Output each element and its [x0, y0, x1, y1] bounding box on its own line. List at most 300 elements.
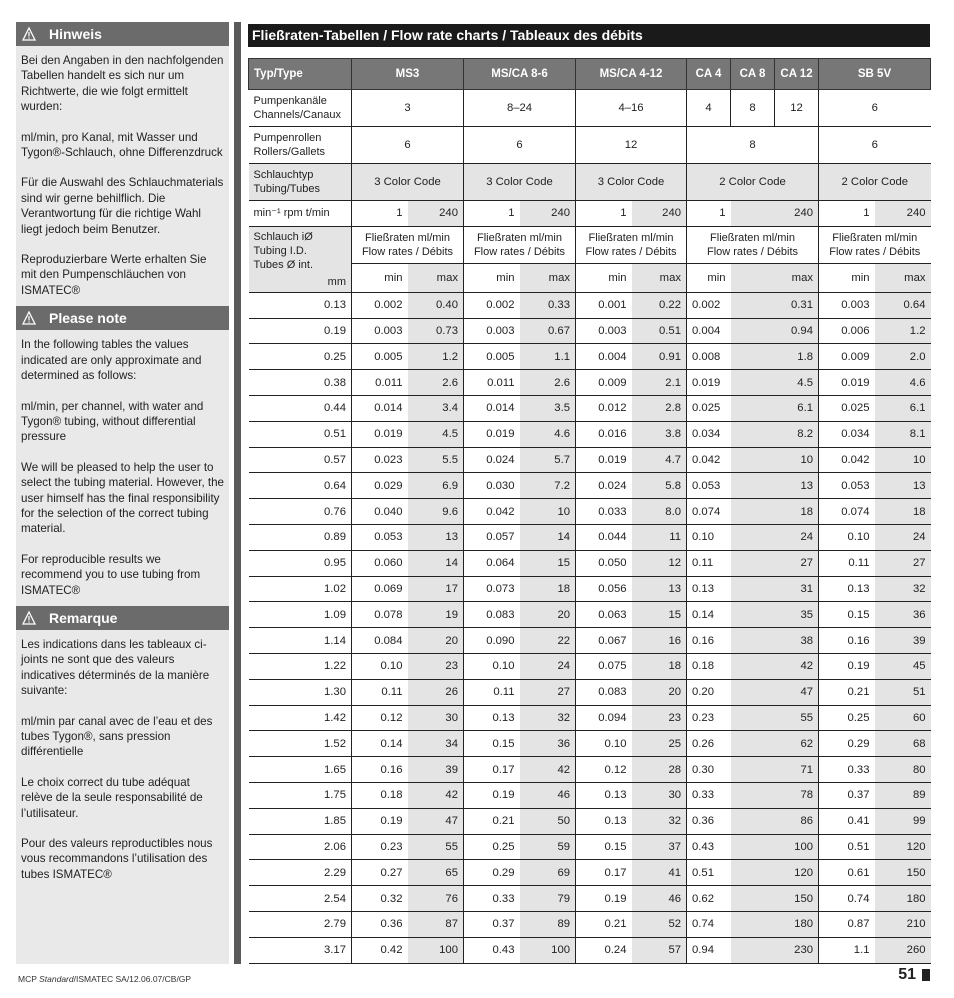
note-paragraph: Für die Auswahl des Schlauchmaterials sind wir gerne behilflich. Die Verantwortung für die richtige Wahl liegt jedoch beim Benutzer. — [21, 176, 224, 236]
flow-min-cell: 0.056 — [576, 576, 632, 602]
model-ca12: CA 12 — [775, 59, 819, 90]
flow-max-cell: 0.91 — [632, 344, 687, 370]
flow-data-row — [249, 705, 931, 731]
flow-min-cell: 0.042 — [819, 447, 875, 473]
unit-row — [249, 263, 931, 292]
flow-max-cell: 13 — [632, 576, 687, 602]
flow-max-cell: 30 — [408, 705, 464, 731]
tubing-id-cell: 1.52 — [249, 731, 352, 757]
tubing-id-cell: 2.29 — [249, 860, 352, 886]
flow-min-cell: 0.011 — [464, 370, 520, 396]
flow-data-row — [249, 447, 931, 473]
flow-min-cell: 0.29 — [819, 731, 875, 757]
tubing-id-cell: 1.85 — [249, 808, 352, 834]
flow-min-cell: 0.003 — [576, 318, 632, 344]
flow-min-cell: 0.002 — [687, 292, 731, 318]
tubing-id-cell: 3.17 — [249, 937, 352, 963]
flow-data-row — [249, 292, 931, 318]
note-body — [16, 46, 229, 298]
unit-max: max — [632, 263, 687, 292]
flow-data-row — [249, 834, 931, 860]
flow-min-cell: 0.024 — [464, 447, 520, 473]
flow-max-cell: 41 — [632, 860, 687, 886]
flow-max-cell: 28 — [632, 757, 687, 783]
flow-max-cell: 0.64 — [875, 292, 931, 318]
flow-max-cell: 14 — [520, 524, 576, 550]
tubing-type-value: 3 Color Code — [352, 164, 464, 201]
flow-max-cell: 36 — [875, 602, 931, 628]
tubing-id-cell: 0.89 — [249, 524, 352, 550]
flow-min-cell: 0.019 — [576, 447, 632, 473]
flow-min-cell: 0.43 — [464, 937, 520, 963]
flow-max-cell: 5.7 — [520, 447, 576, 473]
flow-min-cell: 0.37 — [819, 782, 875, 808]
flow-min-cell: 0.11 — [464, 679, 520, 705]
tubing-type-row — [249, 164, 931, 201]
flow-data-row — [249, 757, 931, 783]
flow-max-cell: 6.1 — [875, 395, 931, 421]
tubing-id-cell: 1.14 — [249, 628, 352, 654]
flow-min-cell: 0.27 — [352, 860, 408, 886]
flow-min-cell: 0.003 — [464, 318, 520, 344]
flow-min-cell: 0.083 — [576, 679, 632, 705]
flow-min-cell: 0.24 — [576, 937, 632, 963]
flow-min-cell: 0.43 — [687, 834, 731, 860]
flow-min-cell: 0.32 — [352, 886, 408, 912]
flow-max-cell: 0.33 — [520, 292, 576, 318]
note-title: Remarque — [49, 609, 118, 626]
flow-min-cell: 0.12 — [576, 757, 632, 783]
flow-max-cell: 13 — [731, 473, 819, 499]
page-title: Fließraten-Tabellen / Flow rate charts / Tableaux des débits — [248, 24, 930, 47]
flow-max-cell: 36 — [520, 731, 576, 757]
flow-min-cell: 0.005 — [464, 344, 520, 370]
flow-data-row — [249, 731, 931, 757]
flow-min-cell: 0.029 — [352, 473, 408, 499]
model-ca4: CA 4 — [687, 59, 731, 90]
flow-data-row — [249, 653, 931, 679]
flow-min-cell: 0.87 — [819, 911, 875, 937]
flow-max-cell: 8.0 — [632, 499, 687, 525]
flow-max-cell: 2.6 — [520, 370, 576, 396]
flow-min-cell: 0.21 — [464, 808, 520, 834]
page-number-text: 51 — [898, 966, 916, 983]
unit-max: max — [408, 263, 464, 292]
note-title: Hinweis — [49, 26, 102, 42]
rollers-value: 6 — [464, 127, 576, 164]
speed-min: 1 — [464, 201, 520, 227]
flow-max-cell: 71 — [731, 757, 819, 783]
flow-min-cell: 0.002 — [352, 292, 408, 318]
unit-max: max — [520, 263, 576, 292]
flow-min-cell: 0.13 — [576, 808, 632, 834]
note-header — [16, 22, 229, 46]
flow-max-cell: 0.73 — [408, 318, 464, 344]
flow-max-cell: 89 — [520, 911, 576, 937]
flow-max-cell: 6.1 — [731, 395, 819, 421]
unit-max: max — [875, 263, 931, 292]
flow-min-cell: 0.044 — [576, 524, 632, 550]
flow-max-cell: 87 — [408, 911, 464, 937]
flow-max-cell: 14 — [408, 550, 464, 576]
note-section-remarque — [16, 606, 229, 882]
page-marker — [922, 969, 930, 981]
flow-data-row — [249, 421, 931, 447]
speed-row — [249, 201, 931, 227]
model-sb5v: SB 5V — [819, 59, 931, 90]
flow-min-cell: 0.51 — [687, 860, 731, 886]
flow-max-cell: 120 — [875, 834, 931, 860]
note-paragraph: Reproduzierbare Werte erhalten Sie mit den Pumpenschläuchen von ISMATEC® — [21, 253, 207, 297]
model-ca8: CA 8 — [731, 59, 775, 90]
tubing-id-cell: 1.42 — [249, 705, 352, 731]
tubing-id-cell: 0.76 — [249, 499, 352, 525]
tubing-id-cell: 0.19 — [249, 318, 352, 344]
flow-max-cell: 51 — [875, 679, 931, 705]
flow-min-cell: 0.13 — [819, 576, 875, 602]
page-number — [898, 966, 930, 984]
flow-min-cell: 0.033 — [576, 499, 632, 525]
unit-min: min — [576, 263, 632, 292]
flow-data-row — [249, 886, 931, 912]
unit-mm: mm — [327, 275, 346, 288]
channels-value: 3 — [352, 90, 464, 127]
flow-min-cell: 0.094 — [576, 705, 632, 731]
note-paragraph: In the following tables the values indicated are only approximate and determined as follows: — [21, 338, 202, 383]
flow-max-cell: 13 — [408, 524, 464, 550]
warning-icon — [22, 311, 36, 325]
flow-min-cell: 0.001 — [576, 292, 632, 318]
flow-min-cell: 0.016 — [576, 421, 632, 447]
flow-min-cell: 0.053 — [819, 473, 875, 499]
flow-min-cell: 0.13 — [464, 705, 520, 731]
flow-max-cell: 10 — [731, 447, 819, 473]
flow-min-cell: 0.057 — [464, 524, 520, 550]
flow-max-cell: 150 — [875, 860, 931, 886]
flow-min-cell: 0.94 — [687, 937, 731, 963]
note-paragraph: ml/min, pro Kanal, mit Wasser und Tygon®-Schlauch, ohne Differenzdruck — [21, 130, 223, 160]
flow-max-cell: 18 — [731, 499, 819, 525]
speed-min: 1 — [352, 201, 408, 227]
channels-value: 8 — [731, 90, 775, 127]
flow-max-cell: 68 — [875, 731, 931, 757]
note-section-hinweis — [16, 22, 229, 298]
flow-min-cell: 0.008 — [687, 344, 731, 370]
flow-min-cell: 0.025 — [819, 395, 875, 421]
flow-max-cell: 38 — [731, 628, 819, 654]
flow-min-cell: 0.13 — [687, 576, 731, 602]
flow-max-cell: 18 — [875, 499, 931, 525]
rollers-value: 6 — [819, 127, 931, 164]
flow-max-cell: 47 — [408, 808, 464, 834]
flow-max-cell: 22 — [520, 628, 576, 654]
rollers-value: 12 — [576, 127, 687, 164]
flow-max-cell: 4.5 — [408, 421, 464, 447]
flow-max-cell: 0.22 — [632, 292, 687, 318]
flow-max-cell: 45 — [875, 653, 931, 679]
tubing-id-text: Schlauch iØ Tubing I.D. Tubes Ø int. — [253, 230, 314, 271]
tubing-type-value: 2 Color Code — [687, 164, 819, 201]
flow-max-cell: 89 — [875, 782, 931, 808]
flow-min-cell: 0.011 — [352, 370, 408, 396]
note-body — [16, 330, 229, 598]
flow-min-cell: 0.29 — [464, 860, 520, 886]
flow-min-cell: 0.074 — [819, 499, 875, 525]
flow-data-row — [249, 473, 931, 499]
flow-min-cell: 0.063 — [576, 602, 632, 628]
flow-max-cell: 8.1 — [875, 421, 931, 447]
flow-min-cell: 0.084 — [352, 628, 408, 654]
tubing-id-cell: 0.44 — [249, 395, 352, 421]
flow-min-cell: 0.25 — [819, 705, 875, 731]
flow-max-cell: 55 — [408, 834, 464, 860]
flow-max-cell: 4.5 — [731, 370, 819, 396]
flow-min-cell: 0.014 — [352, 395, 408, 421]
note-title: Please note — [49, 310, 127, 327]
tubing-id-cell: 0.38 — [249, 370, 352, 396]
note-paragraph: We will be pleased to help the user to select the tubing material. However, the user himself has the final responsibility for the selection of the correct tubing material. — [21, 460, 224, 536]
flow-min-cell: 0.019 — [819, 370, 875, 396]
flow-max-cell: 120 — [731, 860, 819, 886]
note-paragraph: Les indications dans les tableaux ci-joints ne sont que des valeurs indicatives déterminés de la manière suivante: — [21, 637, 210, 698]
flow-heading-row — [249, 226, 931, 263]
flow-max-cell: 3.5 — [520, 395, 576, 421]
flow-max-cell: 2.6 — [408, 370, 464, 396]
note-paragraph: Bei den Angaben in den nachfolgenden Tabellen handelt es sich nur um Richtwerte, die wie folgt ermittelt wurden: — [21, 54, 224, 114]
flow-max-cell: 210 — [875, 911, 931, 937]
flow-max-cell: 32 — [632, 808, 687, 834]
flow-min-cell: 0.003 — [352, 318, 408, 344]
flow-rate-table — [248, 58, 931, 964]
flow-min-cell: 0.18 — [352, 782, 408, 808]
speed-max: 240 — [731, 201, 819, 227]
flow-max-cell: 26 — [408, 679, 464, 705]
flow-max-cell: 46 — [632, 886, 687, 912]
flow-max-cell: 42 — [731, 653, 819, 679]
flow-min-cell: 0.33 — [687, 782, 731, 808]
tubing-id-cell: 2.54 — [249, 886, 352, 912]
rollers-value: 6 — [352, 127, 464, 164]
type-label: Typ/Type — [249, 59, 352, 90]
flow-max-cell: 55 — [731, 705, 819, 731]
flow-min-cell: 0.064 — [464, 550, 520, 576]
flow-max-cell: 7.2 — [520, 473, 576, 499]
flow-max-cell: 76 — [408, 886, 464, 912]
tubing-id-cell: 2.79 — [249, 911, 352, 937]
flow-min-cell: 0.41 — [819, 808, 875, 834]
flow-max-cell: 6.9 — [408, 473, 464, 499]
footer-italic: Standard — [39, 974, 74, 984]
flow-data-row — [249, 318, 931, 344]
flow-max-cell: 180 — [731, 911, 819, 937]
note-body — [16, 630, 229, 882]
speed-label: min⁻¹ rpm t/min — [249, 201, 352, 227]
tubing-id-label — [249, 226, 352, 292]
flow-max-cell: 34 — [408, 731, 464, 757]
flow-max-cell: 5.8 — [632, 473, 687, 499]
flow-min-cell: 0.36 — [687, 808, 731, 834]
flow-max-cell: 86 — [731, 808, 819, 834]
warning-icon — [22, 27, 36, 41]
flow-max-cell: 23 — [632, 705, 687, 731]
flow-min-cell: 0.005 — [352, 344, 408, 370]
tubing-id-cell: 1.22 — [249, 653, 352, 679]
flow-max-cell: 15 — [632, 602, 687, 628]
flow-max-cell: 3.8 — [632, 421, 687, 447]
flow-min-cell: 0.36 — [352, 911, 408, 937]
flow-min-cell: 0.42 — [352, 937, 408, 963]
flow-max-cell: 9.6 — [408, 499, 464, 525]
flow-max-cell: 0.40 — [408, 292, 464, 318]
flow-min-cell: 0.004 — [576, 344, 632, 370]
flow-min-cell: 0.10 — [819, 524, 875, 550]
flow-min-cell: 0.61 — [819, 860, 875, 886]
flow-min-cell: 0.069 — [352, 576, 408, 602]
flow-max-cell: 100 — [520, 937, 576, 963]
flow-min-cell: 0.14 — [687, 602, 731, 628]
flow-min-cell: 0.040 — [352, 499, 408, 525]
note-section-please-note — [16, 306, 229, 598]
note-paragraph: Le choix correct du tube adéquat relève de la seule responsabilité de l’utilisateur. — [21, 775, 203, 820]
speed-min: 1 — [576, 201, 632, 227]
flow-min-cell: 0.21 — [576, 911, 632, 937]
flow-max-cell: 0.51 — [632, 318, 687, 344]
flow-min-cell: 0.042 — [687, 447, 731, 473]
flow-max-cell: 16 — [632, 628, 687, 654]
flow-max-cell: 24 — [731, 524, 819, 550]
flow-heading: Fließraten ml/min Flow rates / Débits — [819, 226, 931, 263]
flow-max-cell: 47 — [731, 679, 819, 705]
flow-data-row — [249, 576, 931, 602]
flow-heading: Fließraten ml/min Flow rates / Débits — [687, 226, 819, 263]
flow-max-cell: 1.2 — [875, 318, 931, 344]
flow-max-cell: 100 — [731, 834, 819, 860]
flow-min-cell: 0.74 — [687, 911, 731, 937]
flow-max-cell: 20 — [520, 602, 576, 628]
rollers-label: Pumpenrollen Rollers/Gallets — [249, 127, 352, 164]
flow-max-cell: 1.2 — [408, 344, 464, 370]
channels-value: 6 — [819, 90, 931, 127]
model-ms3: MS3 — [352, 59, 464, 90]
tubing-id-cell: 0.64 — [249, 473, 352, 499]
flow-min-cell: 0.62 — [687, 886, 731, 912]
flow-min-cell: 0.20 — [687, 679, 731, 705]
flow-max-cell: 25 — [632, 731, 687, 757]
flow-min-cell: 0.23 — [352, 834, 408, 860]
model-ms-ca-4-12: MS/CA 4-12 — [576, 59, 687, 90]
flow-min-cell: 0.19 — [819, 653, 875, 679]
tubing-id-cell: 1.02 — [249, 576, 352, 602]
flow-max-cell: 35 — [731, 602, 819, 628]
flow-max-cell: 39 — [408, 757, 464, 783]
note-paragraph: ml/min par canal avec de l’eau et des tubes Tygon®, sans pression différentielle — [21, 714, 213, 759]
flow-min-cell: 0.16 — [687, 628, 731, 654]
flow-max-cell: 0.67 — [520, 318, 576, 344]
rollers-value: 8 — [687, 127, 819, 164]
flow-min-cell: 0.002 — [464, 292, 520, 318]
tubing-id-cell: 0.95 — [249, 550, 352, 576]
flow-max-cell: 65 — [408, 860, 464, 886]
flow-data-row — [249, 602, 931, 628]
model-ms-ca-8-6: MS/CA 8-6 — [464, 59, 576, 90]
warning-icon — [22, 611, 36, 625]
flow-min-cell: 0.042 — [464, 499, 520, 525]
flow-min-cell: 0.023 — [352, 447, 408, 473]
flow-min-cell: 0.11 — [819, 550, 875, 576]
flow-max-cell: 13 — [875, 473, 931, 499]
flow-min-cell: 0.11 — [352, 679, 408, 705]
flow-min-cell: 0.16 — [352, 757, 408, 783]
flow-min-cell: 0.019 — [464, 421, 520, 447]
flow-max-cell: 46 — [520, 782, 576, 808]
flow-min-cell: 0.004 — [687, 318, 731, 344]
speed-max: 240 — [632, 201, 687, 227]
speed-max: 240 — [408, 201, 464, 227]
channels-value: 12 — [775, 90, 819, 127]
flow-data-row — [249, 782, 931, 808]
tubing-id-cell: 0.57 — [249, 447, 352, 473]
unit-min: min — [687, 263, 731, 292]
flow-data-row — [249, 370, 931, 396]
flow-min-cell: 0.13 — [576, 782, 632, 808]
flow-min-cell: 0.16 — [819, 628, 875, 654]
unit-min: min — [819, 263, 875, 292]
flow-min-cell: 0.12 — [352, 705, 408, 731]
flow-min-cell: 0.33 — [819, 757, 875, 783]
tubing-id-cell: 0.25 — [249, 344, 352, 370]
tubing-id-cell: 2.06 — [249, 834, 352, 860]
flow-max-cell: 42 — [408, 782, 464, 808]
tubing-id-cell: 1.65 — [249, 757, 352, 783]
tubing-type-value: 2 Color Code — [819, 164, 931, 201]
flow-max-cell: 24 — [875, 524, 931, 550]
flow-max-cell: 42 — [520, 757, 576, 783]
tubing-type-label: Schlauchtyp Tubing/Tubes — [249, 164, 352, 201]
flow-min-cell: 0.090 — [464, 628, 520, 654]
flow-max-cell: 5.5 — [408, 447, 464, 473]
flow-min-cell: 0.15 — [819, 602, 875, 628]
tubing-id-cell: 0.13 — [249, 292, 352, 318]
flow-data-row — [249, 860, 931, 886]
channels-value: 4 — [687, 90, 731, 127]
flow-min-cell: 0.019 — [352, 421, 408, 447]
note-paragraph: For reproducible results we recommend you to use tubing from ISMATEC® — [21, 552, 201, 597]
flow-data-row — [249, 937, 931, 963]
flow-min-cell: 0.15 — [464, 731, 520, 757]
flow-max-cell: 230 — [731, 937, 819, 963]
flow-data-row — [249, 499, 931, 525]
flow-max-cell: 27 — [875, 550, 931, 576]
note-header — [16, 306, 229, 330]
flow-max-cell: 2.8 — [632, 395, 687, 421]
flow-min-cell: 0.17 — [464, 757, 520, 783]
speed-max: 240 — [875, 201, 931, 227]
footer-reference — [18, 974, 191, 984]
flow-min-cell: 0.025 — [687, 395, 731, 421]
speed-min: 1 — [687, 201, 731, 227]
flow-min-cell: 0.18 — [687, 653, 731, 679]
flow-min-cell: 0.012 — [576, 395, 632, 421]
flow-heading: Fließraten ml/min Flow rates / Débits — [352, 226, 464, 263]
flow-min-cell: 0.74 — [819, 886, 875, 912]
flow-max-cell: 2.0 — [875, 344, 931, 370]
flow-max-cell: 8.2 — [731, 421, 819, 447]
flow-max-cell: 23 — [408, 653, 464, 679]
flow-min-cell: 0.003 — [819, 292, 875, 318]
flow-data-row — [249, 524, 931, 550]
flow-max-cell: 10 — [875, 447, 931, 473]
flow-min-cell: 0.083 — [464, 602, 520, 628]
